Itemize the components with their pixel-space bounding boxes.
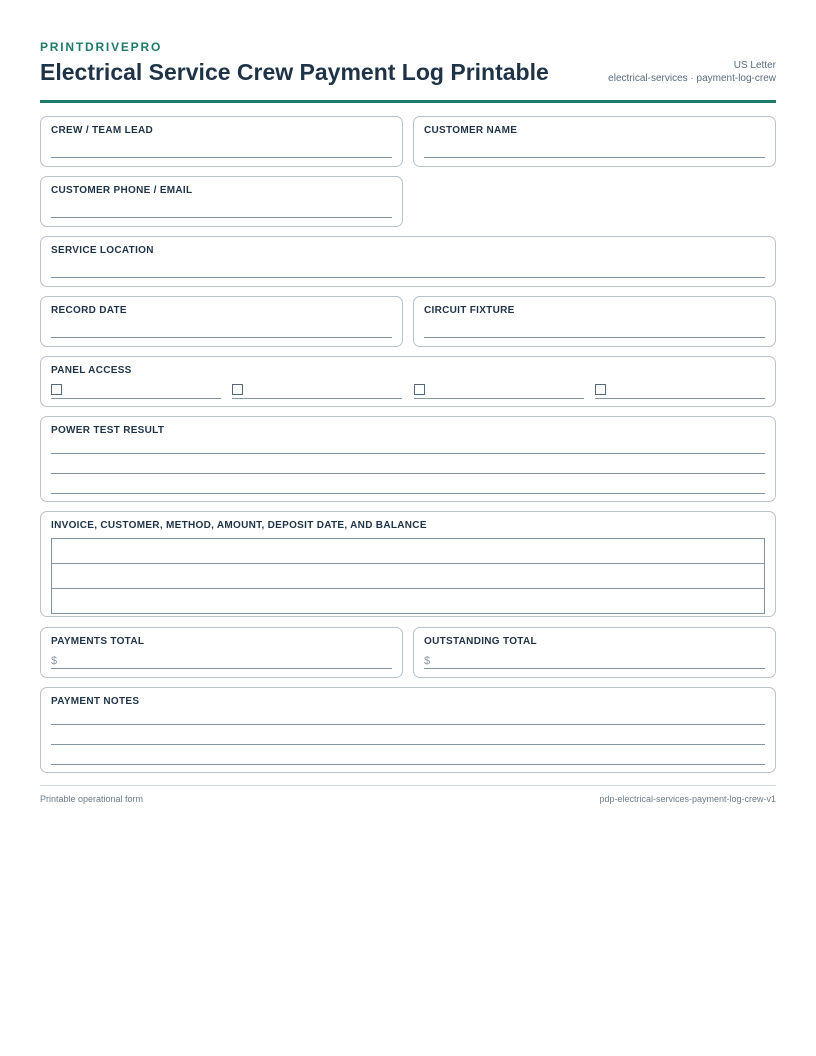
payment-notes-line-3[interactable] xyxy=(51,764,765,765)
panel-access-option-3 xyxy=(414,381,584,399)
field-label: CUSTOMER PHONE / EMAIL xyxy=(51,185,193,196)
payments-table-field xyxy=(40,511,776,617)
field-label: POWER TEST RESULT xyxy=(51,425,165,436)
panel-access-field xyxy=(40,356,776,407)
checkbox[interactable] xyxy=(414,384,425,395)
payment-notes-line-1[interactable] xyxy=(51,724,765,725)
panel-access-option-2 xyxy=(232,381,402,399)
option-line[interactable] xyxy=(595,398,765,399)
paper-size: US Letter xyxy=(733,60,776,71)
power-test-result-field xyxy=(40,416,776,502)
footer-caption: Printable operational form xyxy=(40,794,144,804)
footer-divider xyxy=(40,785,776,786)
checkbox[interactable] xyxy=(51,384,62,395)
payment-notes-line-2[interactable] xyxy=(51,744,765,745)
customer-name-input[interactable] xyxy=(424,157,765,158)
field-label: PANEL ACCESS xyxy=(51,365,132,376)
service-location-input[interactable] xyxy=(51,277,765,278)
form-tags: electrical-services · payment-log-crew xyxy=(608,73,776,84)
customer-phone-email-input[interactable] xyxy=(51,217,392,218)
payment-notes-field xyxy=(40,687,776,773)
table-row xyxy=(52,564,765,589)
currency-prefix: $ xyxy=(424,655,431,667)
option-line[interactable] xyxy=(414,398,584,399)
table-cell[interactable] xyxy=(52,564,765,589)
circuit-fixture-field xyxy=(413,296,776,347)
power-test-line-3[interactable] xyxy=(51,493,765,494)
crew-team-lead-input[interactable] xyxy=(51,157,392,158)
checkbox[interactable] xyxy=(232,384,243,395)
table-cell[interactable] xyxy=(52,589,765,614)
field-label: PAYMENT NOTES xyxy=(51,696,140,707)
page-title: Electrical Service Crew Payment Log Printable xyxy=(40,59,549,85)
field-label: CREW / TEAM LEAD xyxy=(51,125,154,136)
power-test-line-1[interactable] xyxy=(51,453,765,454)
table-cell[interactable] xyxy=(52,539,765,564)
field-label: RECORD DATE xyxy=(51,305,127,316)
power-test-line-2[interactable] xyxy=(51,473,765,474)
customer-name-field xyxy=(413,116,776,167)
field-label: PAYMENTS TOTAL xyxy=(51,636,145,647)
record-date-field xyxy=(40,296,403,347)
field-label: CIRCUIT FIXTURE xyxy=(424,305,515,316)
checkbox[interactable] xyxy=(595,384,606,395)
outstanding-total-input[interactable] xyxy=(424,668,765,669)
page-header xyxy=(40,40,776,103)
page-meta xyxy=(608,59,776,85)
option-line[interactable] xyxy=(51,398,221,399)
field-label: CUSTOMER NAME xyxy=(424,125,518,136)
table-row xyxy=(52,539,765,564)
record-date-input[interactable] xyxy=(51,337,392,338)
payments-total-input[interactable] xyxy=(51,668,392,669)
panel-access-option-4 xyxy=(595,381,765,399)
service-location-field xyxy=(40,236,776,287)
field-label: OUTSTANDING TOTAL xyxy=(424,636,537,647)
crew-team-lead-field xyxy=(40,116,403,167)
brand-name: PRINTDRIVEPRO xyxy=(40,40,163,54)
customer-phone-email-field xyxy=(40,176,403,227)
payments-table xyxy=(51,538,765,614)
field-label: INVOICE, CUSTOMER, METHOD, AMOUNT, DEPOSIT DATE, AND BALANCE xyxy=(51,520,427,531)
circuit-fixture-input[interactable] xyxy=(424,337,765,338)
table-row xyxy=(52,589,765,614)
form-id: pdp-electrical-services-payment-log-crew-v1 xyxy=(599,794,776,804)
field-label: SERVICE LOCATION xyxy=(51,245,154,256)
currency-prefix: $ xyxy=(51,655,58,667)
panel-access-option-1 xyxy=(51,381,221,399)
option-line[interactable] xyxy=(232,398,402,399)
outstanding-total-field xyxy=(413,627,776,678)
payments-total-field xyxy=(40,627,403,678)
